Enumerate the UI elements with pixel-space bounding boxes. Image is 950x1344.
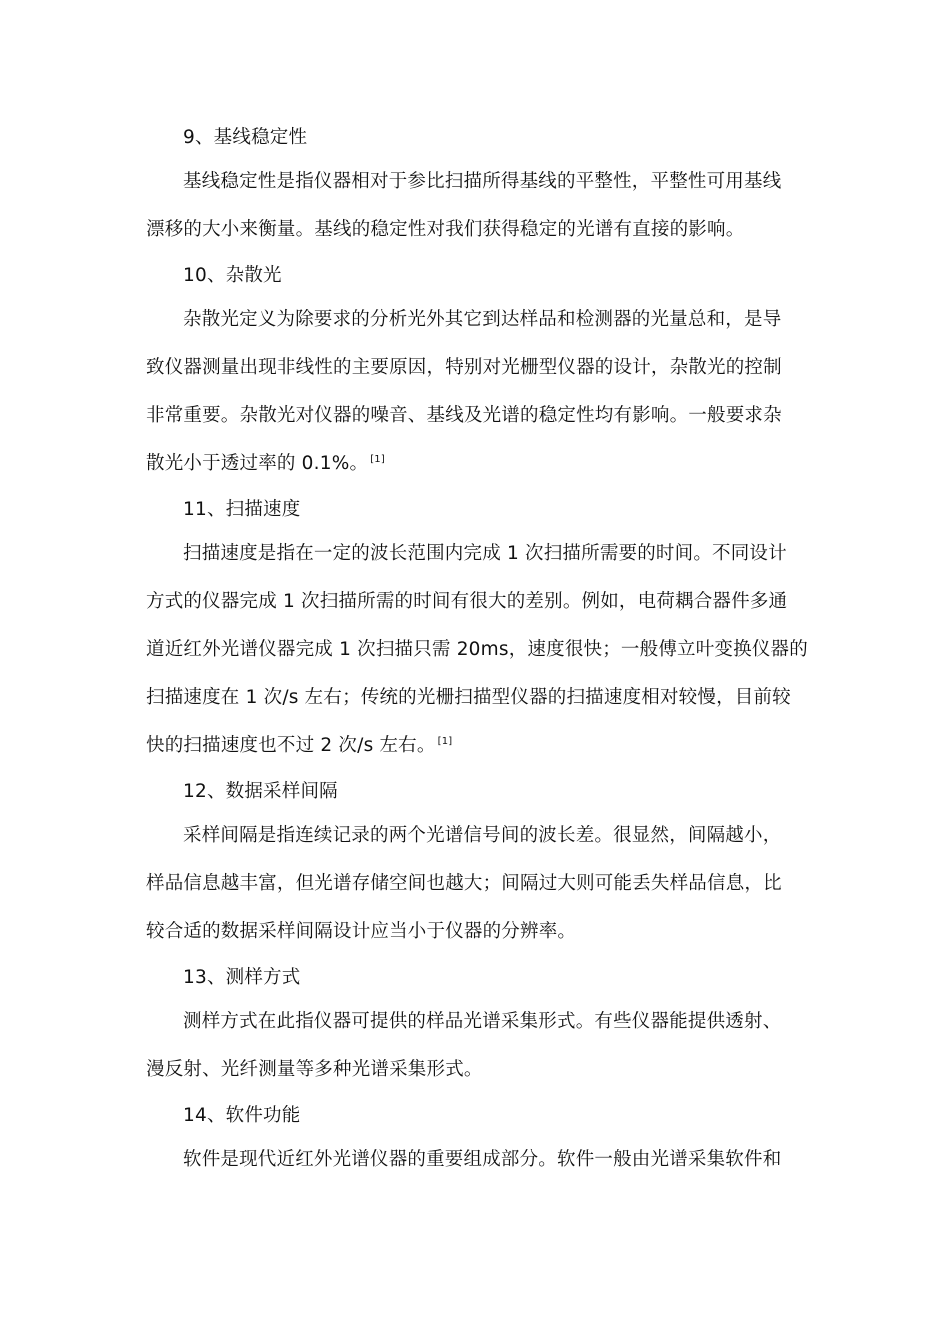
section-heading: 9、基线稳定性: [183, 127, 308, 148]
section-heading: 10、杂散光: [183, 265, 282, 286]
paragraph-line: 方式的仪器完成 1 次扫描所需的时间有很大的差别。例如，电荷耦合器件多通: [146, 591, 788, 612]
section-heading: 12、数据采样间隔: [183, 781, 338, 802]
paragraph-line: 软件是现代近红外光谱仪器的重要组成部分。软件一般由光谱采集软件和: [183, 1149, 782, 1170]
paragraph-text: 快的扫描速度也不过 2 次/s 左右。: [146, 735, 436, 756]
paragraph-line: 漂移的大小来衡量。基线的稳定性对我们获得稳定的光谱有直接的影响。: [146, 219, 745, 240]
paragraph-line: 样品信息越丰富，但光谱存储空间也越大；间隔过大则可能丢失样品信息，比: [146, 873, 782, 894]
paragraph-line: 扫描速度是指在一定的波长范围内完成 1 次扫描所需要的时间。不同设计: [183, 543, 787, 564]
section-heading: 13、测样方式: [183, 967, 301, 988]
section-heading: 14、软件功能: [183, 1105, 301, 1126]
paragraph-line: 非常重要。杂散光对仪器的噪音、基线及光谱的稳定性均有影响。一般要求杂: [146, 405, 782, 426]
paragraph-line: [146, 452, 385, 476]
citation-ref: [1]: [370, 453, 385, 465]
paragraph-line: 杂散光定义为除要求的分析光外其它到达样品和检测器的光量总和，是导: [183, 309, 782, 330]
paragraph-line: 漫反射、光纤测量等多种光谱采集形式。: [146, 1059, 483, 1080]
section-heading: 11、扫描速度: [183, 499, 301, 520]
paragraph-line: 道近红外光谱仪器完成 1 次扫描只需 20ms，速度很快；一般傅立叶变换仪器的: [146, 639, 808, 660]
paragraph-line: 测样方式在此指仪器可提供的样品光谱采集形式。有些仪器能提供透射、: [183, 1011, 782, 1032]
paragraph-text: 散光小于透过率的 0.1%。: [146, 453, 369, 474]
paragraph-line: 基线稳定性是指仪器相对于参比扫描所得基线的平整性，平整性可用基线: [183, 171, 782, 192]
paragraph-line: [146, 734, 452, 758]
citation-ref: [1]: [437, 735, 453, 747]
paragraph-line: 致仪器测量出现非线性的主要原因，特别对光栅型仪器的设计，杂散光的控制: [146, 357, 782, 378]
paragraph-line: 较合适的数据采样间隔设计应当小于仪器的分辨率。: [146, 921, 577, 942]
paragraph-line: 扫描速度在 1 次/s 左右；传统的光栅扫描型仪器的扫描速度相对较慢，目前较: [146, 687, 791, 708]
paragraph-line: 采样间隔是指连续记录的两个光谱信号间的波长差。很显然，间隔越小，: [183, 825, 782, 846]
